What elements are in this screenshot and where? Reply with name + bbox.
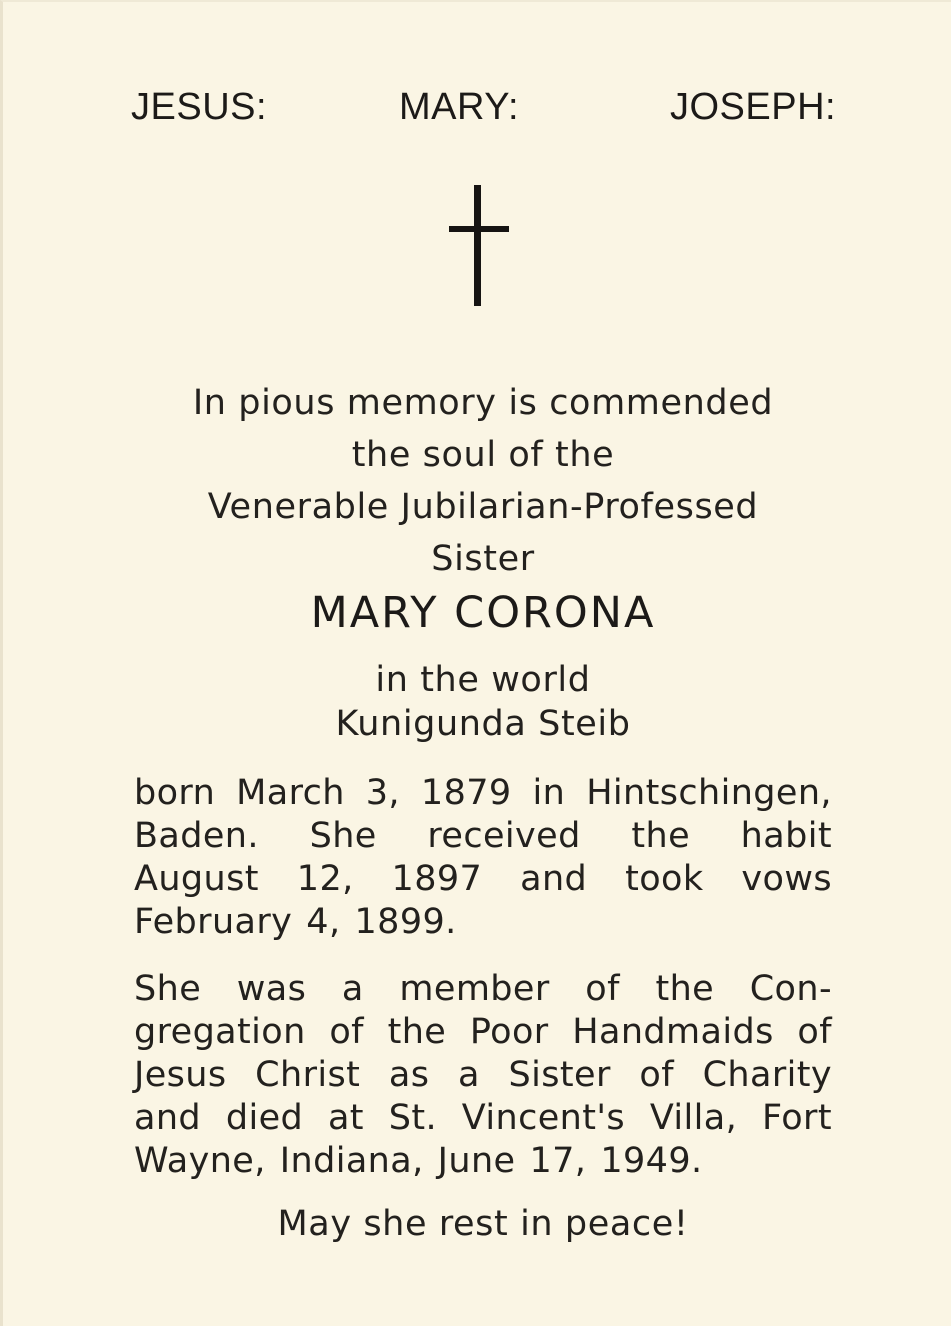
text-line — [134, 1054, 832, 1097]
worldly-name — [133, 658, 833, 746]
word: took — [625, 859, 704, 899]
word: Villa, — [649, 1098, 738, 1138]
intro-line-1: In pious memory is commended — [192, 383, 774, 423]
word: August — [134, 859, 259, 899]
word: Jesus — [134, 1055, 227, 1095]
word: as — [388, 1055, 430, 1095]
word: Indiana, — [279, 1141, 424, 1181]
word: and — [134, 1098, 202, 1138]
word: Baden. — [134, 816, 259, 856]
word: gregation — [134, 1012, 306, 1052]
word: 4, — [306, 902, 341, 942]
word: She — [309, 816, 377, 856]
deceased-name: MARY CORONA — [310, 588, 656, 638]
word: Charity — [702, 1055, 832, 1095]
word: 3, — [365, 773, 400, 813]
word: the — [387, 1012, 447, 1052]
word: June — [437, 1141, 516, 1181]
header-jesus: JESUS: — [131, 86, 268, 128]
header-mary: MARY: — [399, 86, 520, 128]
intro-line-2: the soul of the — [351, 435, 615, 475]
word: February — [134, 902, 293, 942]
text-line — [134, 772, 832, 815]
word: Christ — [255, 1055, 361, 1095]
word: Hintschingen, — [586, 773, 832, 813]
word: St. — [388, 1098, 437, 1138]
word: the — [631, 816, 690, 856]
header-joseph: JOSEPH: — [670, 86, 837, 128]
text-line — [134, 968, 832, 1011]
word: 1949. — [600, 1141, 703, 1181]
text-line — [134, 1097, 832, 1140]
word: Con- — [749, 969, 832, 1009]
word: 1897 — [391, 859, 483, 899]
text-line — [134, 901, 832, 944]
text-line — [134, 815, 832, 858]
word: a — [458, 1055, 480, 1095]
biography-paragraph — [134, 772, 832, 944]
word: Vincent's — [461, 1098, 626, 1138]
closing-prayer: May she rest in peace! — [277, 1204, 689, 1244]
word: Poor — [469, 1012, 549, 1052]
word: 17, — [529, 1141, 587, 1181]
intro-line-4: Sister — [431, 539, 535, 579]
word: of — [639, 1055, 674, 1095]
word: March — [236, 773, 345, 813]
word: was — [236, 969, 307, 1009]
word: 12, — [296, 859, 354, 899]
word: a — [341, 969, 364, 1009]
text-line — [134, 1140, 832, 1183]
word: received — [427, 816, 581, 856]
word: the — [655, 969, 715, 1009]
intro-text — [133, 377, 833, 585]
world-line-1: in the world — [375, 660, 591, 700]
word: at — [327, 1098, 364, 1138]
text-line — [134, 1011, 832, 1054]
word: of — [585, 969, 620, 1009]
word: born — [134, 773, 216, 813]
word: vows — [741, 859, 832, 899]
word: and — [520, 859, 588, 899]
word: died — [225, 1098, 304, 1138]
word: She — [134, 969, 202, 1009]
word: of — [329, 1012, 364, 1052]
word: 1879 — [420, 773, 512, 813]
congregation-paragraph — [134, 968, 832, 1183]
cross-icon — [449, 185, 509, 306]
word: Sister — [508, 1055, 611, 1095]
world-line-2: Kunigunda Steib — [335, 704, 631, 744]
word: Handmaids — [572, 1012, 774, 1052]
word: 1899. — [354, 902, 457, 942]
word: of — [797, 1012, 832, 1052]
word: Fort — [761, 1098, 832, 1138]
intro-line-3: Venerable Jubilarian-Professed — [207, 487, 759, 527]
word: member — [399, 969, 550, 1009]
header-row — [3, 86, 951, 134]
word: habit — [740, 816, 832, 856]
text-line — [134, 858, 832, 901]
word: in — [532, 773, 566, 813]
word: Wayne, — [134, 1141, 266, 1181]
